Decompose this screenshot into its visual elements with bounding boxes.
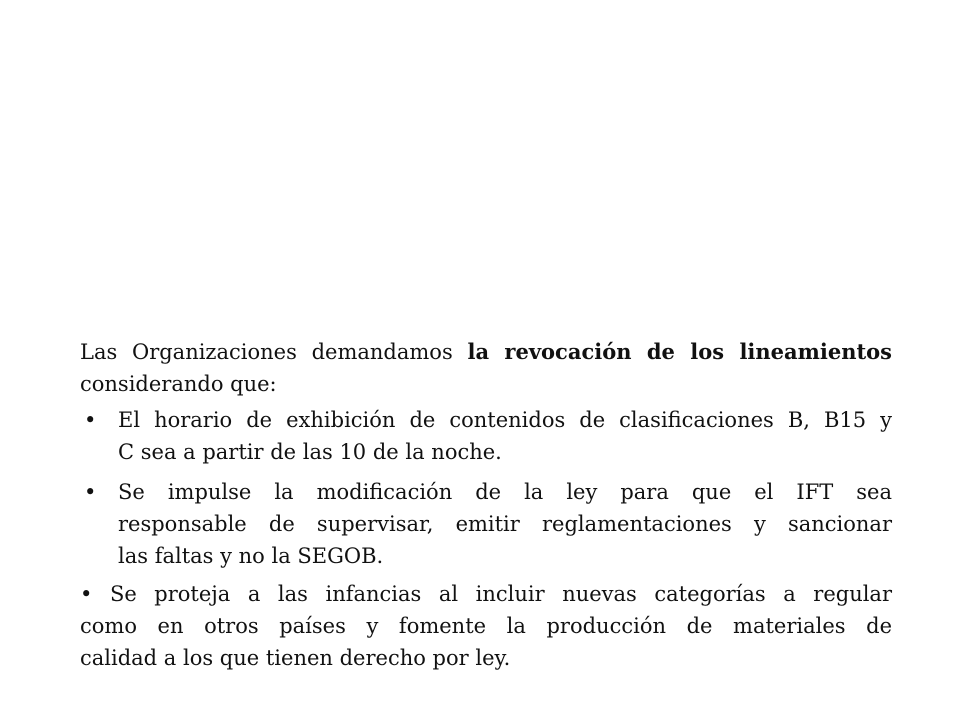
intro-text: Las Organizaciones demandamos <box>80 340 453 364</box>
bullet-item-schedule <box>80 404 892 468</box>
closing-line: como en otros países y fomente la producción de materiales de <box>80 614 892 638</box>
bullet-line: El horario de exhibición de contenidos de clasificaciones B, B15 y <box>118 408 892 432</box>
bullet-icon: • <box>84 408 97 432</box>
intro-paragraph <box>80 336 892 400</box>
bullet-line: las faltas y no la SEGOB. <box>118 544 384 568</box>
closing-line-text: Se proteja a las infancias al incluir nuevas categorías a regular <box>109 582 892 606</box>
intro-line-2: considerando que: <box>80 372 277 396</box>
closing-line: calidad a los que tienen derecho por ley. <box>80 646 511 670</box>
bullet-line: Se impulse la modificación de la ley para que el IFT sea <box>118 480 892 504</box>
intro-line-1 <box>80 336 892 368</box>
bullet-icon: • <box>80 582 93 606</box>
intro-emphasis: la revocación de los lineamientos <box>467 339 892 364</box>
closing-paragraph <box>80 578 892 674</box>
bullet-icon: • <box>84 480 97 504</box>
closing-line <box>80 578 892 610</box>
bullet-line: C sea a partir de las 10 de la noche. <box>118 440 502 464</box>
slide-body <box>80 336 892 674</box>
bullet-line: responsable de supervisar, emitir reglamentaciones y sancionar <box>118 512 892 536</box>
bullet-item-law <box>80 476 892 572</box>
